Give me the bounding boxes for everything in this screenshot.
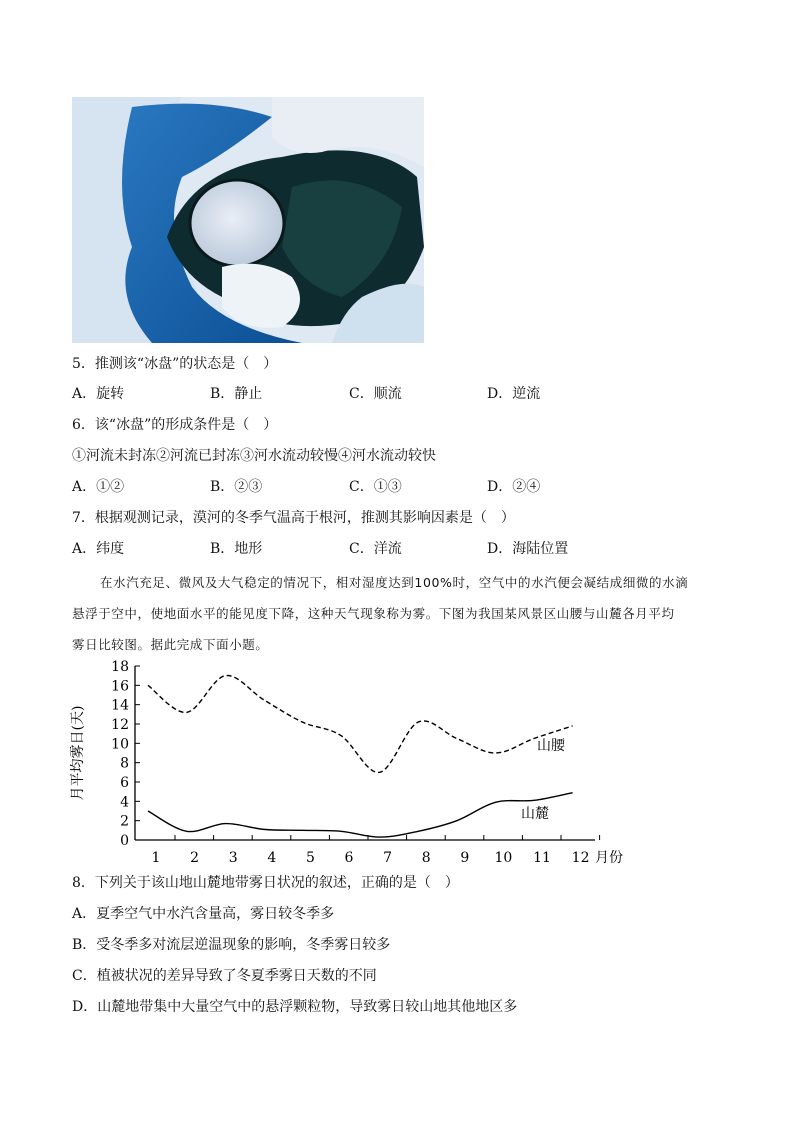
y-tick-label: 2 [120, 813, 129, 830]
y-tick-label: 14 [111, 697, 129, 714]
y-tick-label: 8 [120, 755, 129, 772]
y-tick-label: 18 [111, 659, 129, 675]
passage-line-1: 在水汽充足、微风及大气稳定的情况下，相对湿度达到100%时，空气中的水汽便会凝结成细微的水滴 [100, 575, 689, 590]
y-tick-label: 10 [111, 736, 129, 753]
x-tick-label: 12 [571, 850, 590, 866]
q5-option-b: B．静止 [210, 386, 263, 402]
x-tick-label: 5 [305, 850, 315, 866]
q7-option-a: A．纬度 [72, 541, 125, 557]
q6-option-d: D．②④ [487, 479, 541, 495]
passage-line-3: 雾日比较图。据此完成下面小题。 [72, 637, 269, 652]
q5-option-a: A．旋转 [72, 386, 125, 402]
y-tick-label: 0 [120, 833, 129, 849]
y-tick-label: 4 [120, 794, 129, 811]
y-tick-label: 16 [111, 678, 129, 695]
q6-option-a: A．①② [72, 479, 125, 495]
q8-option-c: C．植被状况的差异导致了冬夏季雾日天数的不同 [72, 968, 377, 984]
x-tick-label: 4 [267, 850, 277, 866]
y-tick-label: 12 [111, 717, 129, 733]
q7-option-c: C．洋流 [349, 541, 402, 557]
q5-option-d: D．逆流 [487, 386, 541, 402]
q6-option-b: B．②③ [210, 479, 263, 495]
question-6-conditions: ①河流未封冻②河流已封冻③河水流动较慢④河水流动较快 [72, 448, 436, 464]
series-line-mountainside [148, 676, 573, 773]
series-labels [521, 738, 566, 822]
x-tick-label: 8 [421, 850, 431, 866]
fog-passage [72, 567, 722, 660]
q8-option-a: A．夏季空气中水汽含量高，雾日较冬季多 [72, 906, 335, 922]
x-tick-label: 6 [344, 850, 354, 866]
q7-option-b: B．地形 [210, 541, 263, 557]
x-tick-label: 9 [460, 850, 470, 866]
question-5-stem: 5．推测该“冰盘”的状态是（ ） [72, 356, 278, 372]
x-tick-label: 1 [151, 850, 161, 866]
series-label-foothill: 山麓 [521, 806, 549, 822]
q8-option-d: D．山麓地带集中大量空气中的悬浮颗粒物，导致雾日较山地其他地区多 [72, 999, 518, 1015]
question-8-stem: 8．下列关于该山地山麓地带雾日状况的叙述，正确的是（ ） [72, 875, 459, 891]
x-tick-label: 3 [228, 850, 238, 866]
question-7-stem: 7．根据观测记录，漠河的冬季气温高于根河，推测其影响因素是（ ） [72, 510, 515, 526]
passage-line-2: 悬浮于空中，使地面水平的能见度下降，这种天气现象称为雾。下图为我国某风景区山腰与山麓各月平均 [72, 606, 675, 621]
ice-disc-photo [72, 97, 424, 343]
x-axis-label: 月份 [595, 850, 623, 866]
q5-option-c: C．顺流 [349, 386, 402, 402]
fog-days-chart-svg [60, 655, 650, 870]
q7-option-d: D．海陆位置 [487, 541, 569, 557]
fog-days-chart [60, 655, 650, 870]
q8-option-b: B．受冬季多对流层逆温现象的影响，冬季雾日较多 [72, 937, 391, 953]
x-tick-label: 7 [383, 850, 393, 866]
x-tick-label: 10 [494, 850, 513, 866]
y-axis-label: 月平均雾日(天) [70, 705, 86, 801]
y-ticks [111, 659, 140, 849]
series-label-mountainside: 山腰 [537, 738, 565, 754]
x-tick-label: 2 [190, 850, 200, 866]
q6-option-c: C．①③ [349, 479, 402, 495]
series-line-foothill [148, 793, 573, 837]
chart-series [148, 676, 573, 838]
x-tick-label: 11 [533, 850, 551, 866]
river-ice-disc-aerial-photo-icon [72, 97, 424, 343]
question-6-stem: 6．该“冰盘”的形成条件是（ ） [72, 417, 278, 433]
y-tick-label: 6 [120, 775, 129, 791]
